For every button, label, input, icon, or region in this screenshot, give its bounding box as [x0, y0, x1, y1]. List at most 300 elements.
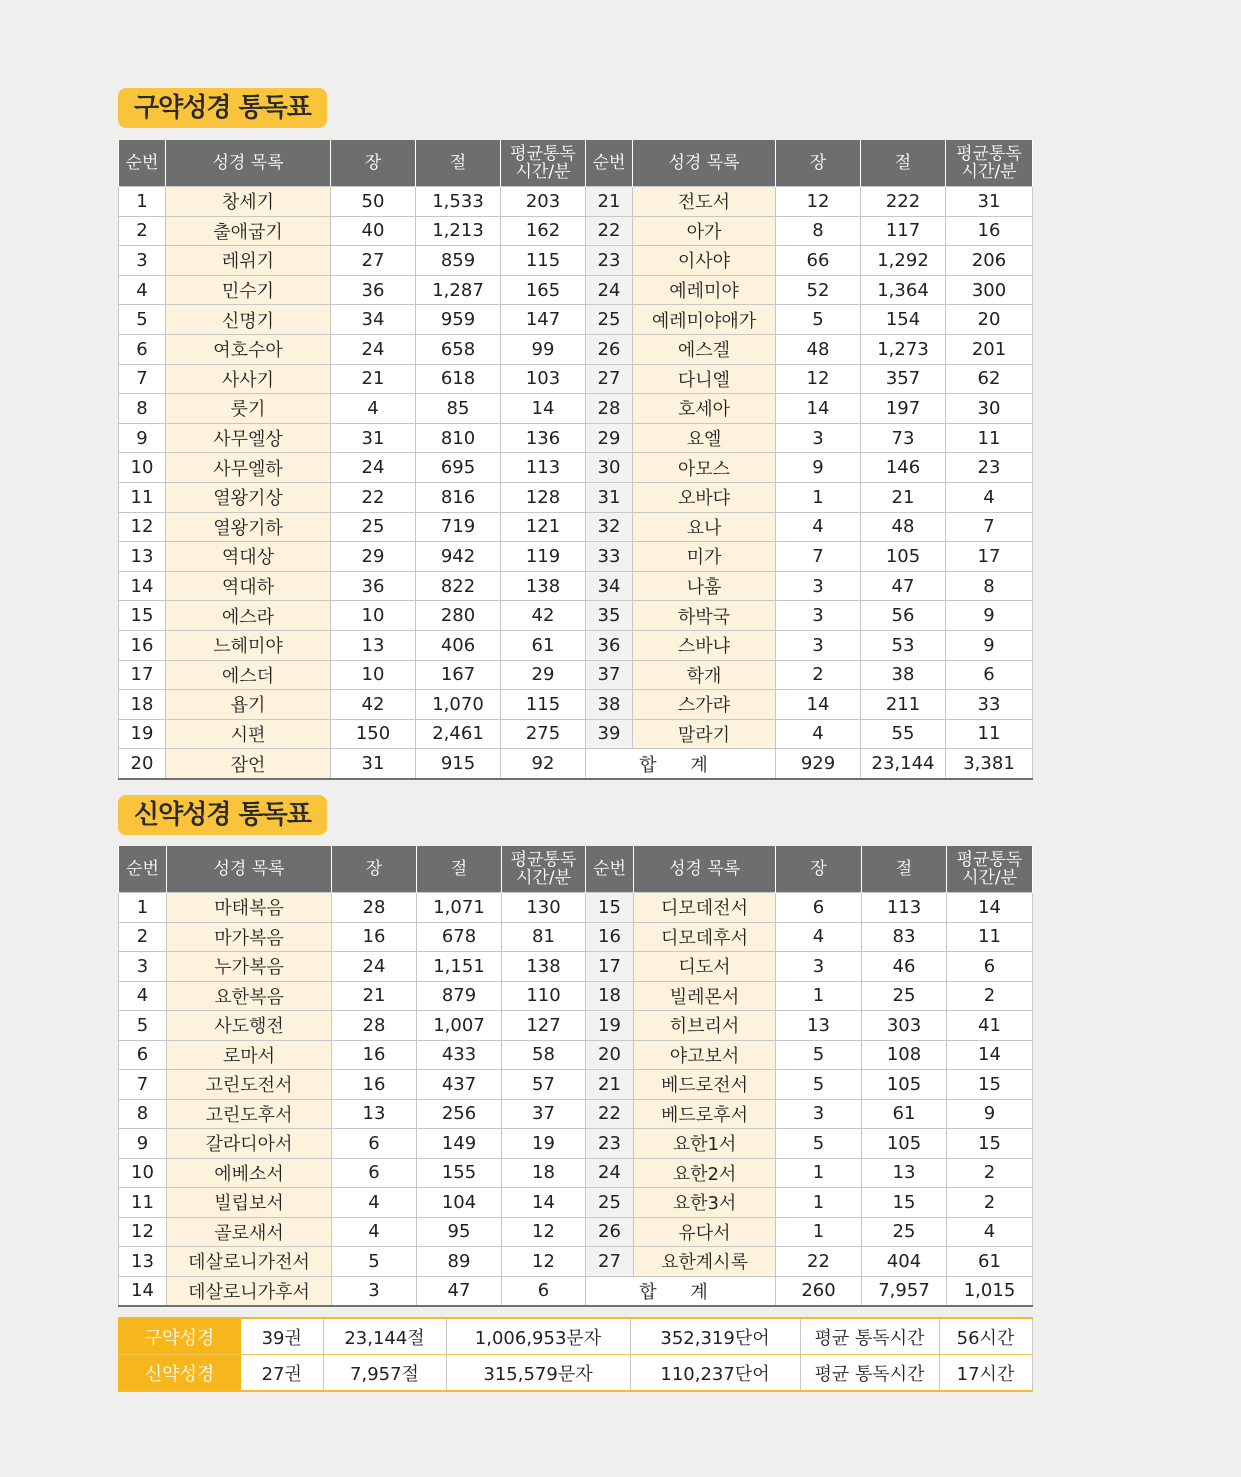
cell-chapters: 3 — [776, 571, 861, 601]
cell-book-name: 베드로후서 — [634, 1099, 776, 1129]
cell-number: 4 — [119, 275, 166, 305]
cell-number: 24 — [586, 275, 633, 305]
cell-number: 36 — [586, 630, 633, 660]
summary-verses: 7,957절 — [323, 1355, 446, 1392]
cell-chapters: 36 — [331, 571, 416, 601]
cell-minutes: 275 — [501, 719, 586, 749]
header-chapters: 장 — [331, 140, 416, 187]
cell-verses: 61 — [862, 1099, 947, 1129]
cell-number: 21 — [586, 1070, 634, 1100]
cell-verses: 942 — [416, 542, 501, 572]
cell-minutes: 14 — [501, 394, 586, 424]
header-book-name: 성경 목록 — [167, 846, 332, 893]
cell-book-name: 잠언 — [166, 749, 331, 779]
table-row — [119, 275, 1033, 305]
cell-chapters: 9 — [776, 453, 861, 483]
cell-minutes: 12 — [502, 1217, 586, 1247]
cell-number: 34 — [586, 571, 633, 601]
total-verses: 7,957 — [862, 1276, 947, 1306]
cell-verses: 105 — [862, 1070, 947, 1100]
cell-chapters: 4 — [332, 1217, 417, 1247]
cell-chapters: 27 — [331, 246, 416, 276]
cell-verses: 167 — [416, 660, 501, 690]
cell-number: 26 — [586, 334, 633, 364]
cell-number: 17 — [119, 660, 166, 690]
cell-verses: 1,151 — [417, 952, 502, 982]
header-chapters: 장 — [776, 846, 862, 893]
cell-verses: 113 — [862, 893, 947, 923]
cell-number: 31 — [586, 482, 633, 512]
cell-book-name: 스바냐 — [633, 630, 776, 660]
cell-book-name: 디모데후서 — [634, 922, 776, 952]
nt-reading-table — [118, 846, 1033, 1307]
cell-book-name: 유다서 — [634, 1217, 776, 1247]
cell-chapters: 1 — [776, 1188, 862, 1218]
cell-minutes: 2 — [947, 1158, 1033, 1188]
cell-number: 27 — [586, 1247, 634, 1277]
cell-minutes: 138 — [502, 952, 586, 982]
cell-number: 6 — [119, 334, 166, 364]
cell-verses: 719 — [416, 512, 501, 542]
cell-verses: 433 — [417, 1040, 502, 1070]
cell-book-name: 학개 — [633, 660, 776, 690]
cell-chapters: 3 — [776, 952, 862, 982]
cell-chapters: 3 — [776, 423, 861, 453]
cell-number: 9 — [119, 423, 166, 453]
cell-verses: 48 — [861, 512, 946, 542]
cell-number: 18 — [586, 981, 634, 1011]
cell-minutes: 14 — [947, 1040, 1033, 1070]
cell-book-name: 에스더 — [166, 660, 331, 690]
cell-minutes: 130 — [502, 893, 586, 923]
cell-minutes: 99 — [501, 334, 586, 364]
cell-verses: 1,273 — [861, 334, 946, 364]
cell-number: 9 — [119, 1129, 167, 1159]
table-row — [119, 542, 1033, 572]
cell-number: 15 — [119, 601, 166, 631]
cell-verses: 256 — [417, 1099, 502, 1129]
cell-minutes: 11 — [946, 423, 1033, 453]
cell-verses: 1,070 — [416, 690, 501, 720]
cell-minutes: 18 — [502, 1158, 586, 1188]
cell-minutes: 15 — [947, 1070, 1033, 1100]
cell-book-name: 열왕기하 — [166, 512, 331, 542]
summary-label: 신약성경 — [118, 1355, 241, 1392]
summary-row — [118, 1355, 1032, 1392]
table-row — [119, 1011, 1033, 1041]
cell-number: 11 — [119, 482, 166, 512]
cell-number: 20 — [586, 1040, 634, 1070]
cell-number: 19 — [119, 719, 166, 749]
cell-minutes: 11 — [946, 719, 1033, 749]
table-row — [119, 1099, 1033, 1129]
cell-minutes: 147 — [501, 305, 586, 335]
cell-minutes: 165 — [501, 275, 586, 305]
table-row — [119, 453, 1033, 483]
cell-minutes: 12 — [502, 1247, 586, 1277]
cell-number: 1 — [119, 893, 167, 923]
summary-words: 352,319단어 — [630, 1318, 800, 1355]
cell-book-name: 오바댜 — [633, 482, 776, 512]
cell-book-name: 욥기 — [166, 690, 331, 720]
header-minutes: 평균통독 시간/분 — [501, 140, 586, 187]
cell-verses: 25 — [862, 981, 947, 1011]
cell-chapters: 29 — [331, 542, 416, 572]
cell-minutes: 113 — [501, 453, 586, 483]
cell-minutes: 31 — [946, 187, 1033, 217]
cell-chapters: 3 — [776, 601, 861, 631]
cell-verses: 2,461 — [416, 719, 501, 749]
cell-book-name: 전도서 — [633, 187, 776, 217]
cell-book-name: 에베소서 — [167, 1158, 332, 1188]
header-chapters: 장 — [776, 140, 861, 187]
cell-verses: 1,007 — [417, 1011, 502, 1041]
cell-minutes: 138 — [501, 571, 586, 601]
table-row — [119, 394, 1033, 424]
cell-minutes: 33 — [946, 690, 1033, 720]
header-number: 순번 — [119, 140, 166, 187]
cell-number: 17 — [586, 952, 634, 982]
table-row — [119, 630, 1033, 660]
cell-number: 1 — [119, 187, 166, 217]
cell-chapters: 36 — [331, 275, 416, 305]
cell-verses: 1,287 — [416, 275, 501, 305]
cell-book-name: 고린도후서 — [167, 1099, 332, 1129]
cell-verses: 146 — [861, 453, 946, 483]
cell-minutes: 121 — [501, 512, 586, 542]
cell-book-name: 이사야 — [633, 246, 776, 276]
cell-verses: 25 — [862, 1217, 947, 1247]
table-row — [119, 216, 1033, 246]
cell-verses: 95 — [417, 1217, 502, 1247]
summary-books: 27권 — [241, 1355, 323, 1392]
cell-minutes: 115 — [501, 246, 586, 276]
header-minutes: 평균통독 시간/분 — [502, 846, 586, 893]
cell-chapters: 6 — [776, 893, 862, 923]
cell-number: 38 — [586, 690, 633, 720]
table-row — [119, 364, 1033, 394]
table-row — [119, 601, 1033, 631]
cell-book-name: 히브리서 — [634, 1011, 776, 1041]
summary-books: 39권 — [241, 1318, 323, 1355]
table-row — [119, 719, 1033, 749]
cell-minutes: 119 — [501, 542, 586, 572]
cell-book-name: 에스겔 — [633, 334, 776, 364]
cell-minutes: 61 — [947, 1247, 1033, 1277]
cell-book-name: 열왕기상 — [166, 482, 331, 512]
summary-characters: 315,579문자 — [446, 1355, 630, 1392]
cell-verses: 53 — [861, 630, 946, 660]
cell-minutes: 201 — [946, 334, 1033, 364]
cell-number: 8 — [119, 394, 166, 424]
cell-number: 2 — [119, 216, 166, 246]
table-row — [119, 1070, 1033, 1100]
cell-minutes: 61 — [501, 630, 586, 660]
cell-book-name: 사무엘하 — [166, 453, 331, 483]
cell-verses: 1,071 — [417, 893, 502, 923]
cell-book-name: 예레미야애가 — [633, 305, 776, 335]
cell-verses: 13 — [862, 1158, 947, 1188]
cell-minutes: 58 — [502, 1040, 586, 1070]
header-verses: 절 — [416, 140, 501, 187]
header-minutes: 평균통독 시간/분 — [946, 140, 1033, 187]
cell-number: 23 — [586, 246, 633, 276]
cell-minutes: 9 — [946, 630, 1033, 660]
cell-verses: 1,213 — [416, 216, 501, 246]
table-row — [119, 246, 1033, 276]
cell-chapters: 5 — [776, 1040, 862, 1070]
cell-chapters: 3 — [776, 1099, 862, 1129]
cell-book-name: 로마서 — [167, 1040, 332, 1070]
cell-verses: 21 — [861, 482, 946, 512]
cell-book-name: 요한계시록 — [634, 1247, 776, 1277]
cell-book-name: 데살로니가후서 — [167, 1276, 332, 1306]
table-row — [119, 1217, 1033, 1247]
cell-verses: 117 — [861, 216, 946, 246]
cell-minutes: 7 — [946, 512, 1033, 542]
cell-number: 29 — [586, 423, 633, 453]
cell-chapters: 13 — [332, 1099, 417, 1129]
cell-book-name: 빌레몬서 — [634, 981, 776, 1011]
cell-chapters: 10 — [331, 601, 416, 631]
total-verses: 23,144 — [861, 749, 946, 779]
cell-verses: 149 — [417, 1129, 502, 1159]
cell-number: 14 — [119, 571, 166, 601]
cell-book-name: 사사기 — [166, 364, 331, 394]
cell-chapters: 1 — [776, 1217, 862, 1247]
cell-chapters: 5 — [332, 1247, 417, 1277]
cell-number: 28 — [586, 394, 633, 424]
cell-verses: 280 — [416, 601, 501, 631]
cell-number: 25 — [586, 305, 633, 335]
header-number: 순번 — [119, 846, 167, 893]
cell-book-name: 미가 — [633, 542, 776, 572]
cell-chapters: 12 — [776, 187, 861, 217]
cell-number: 11 — [119, 1188, 167, 1218]
cell-chapters: 4 — [776, 719, 861, 749]
cell-chapters: 66 — [776, 246, 861, 276]
cell-chapters: 22 — [776, 1247, 862, 1277]
cell-verses: 859 — [416, 246, 501, 276]
cell-verses: 810 — [416, 423, 501, 453]
cell-verses: 105 — [862, 1129, 947, 1159]
header-verses: 절 — [862, 846, 947, 893]
cell-chapters: 3 — [332, 1276, 417, 1306]
table-row — [119, 482, 1033, 512]
cell-minutes: 92 — [501, 749, 586, 779]
cell-minutes: 2 — [947, 981, 1033, 1011]
cell-minutes: 103 — [501, 364, 586, 394]
cell-book-name: 여호수아 — [166, 334, 331, 364]
table-row — [119, 305, 1033, 335]
nt-section-title: 신약성경 통독표 — [118, 795, 327, 835]
cell-number: 10 — [119, 453, 166, 483]
table-row — [119, 512, 1033, 542]
cell-number: 7 — [119, 364, 166, 394]
cell-chapters: 6 — [332, 1129, 417, 1159]
cell-verses: 816 — [416, 482, 501, 512]
table-row — [119, 571, 1033, 601]
table-row — [119, 893, 1033, 923]
cell-verses: 83 — [862, 922, 947, 952]
cell-chapters: 1 — [776, 1158, 862, 1188]
table-header-row — [119, 846, 1033, 893]
cell-verses: 959 — [416, 305, 501, 335]
cell-number: 7 — [119, 1070, 167, 1100]
cell-chapters: 3 — [776, 630, 861, 660]
total-minutes: 3,381 — [946, 749, 1033, 779]
cell-chapters: 22 — [331, 482, 416, 512]
cell-minutes: 110 — [502, 981, 586, 1011]
cell-minutes: 6 — [946, 660, 1033, 690]
cell-chapters: 150 — [331, 719, 416, 749]
cell-number: 22 — [586, 216, 633, 246]
cell-number: 20 — [119, 749, 166, 779]
cell-verses: 55 — [861, 719, 946, 749]
cell-number: 24 — [586, 1158, 634, 1188]
cell-book-name: 디모데전서 — [634, 893, 776, 923]
cell-chapters: 21 — [332, 981, 417, 1011]
table-row — [119, 749, 1033, 779]
header-book-name: 성경 목록 — [166, 140, 331, 187]
cell-number: 5 — [119, 305, 166, 335]
cell-chapters: 31 — [331, 423, 416, 453]
cell-book-name: 나훔 — [633, 571, 776, 601]
cell-book-name: 스가랴 — [633, 690, 776, 720]
header-verses: 절 — [861, 140, 946, 187]
cell-book-name: 요한복음 — [167, 981, 332, 1011]
cell-chapters: 52 — [776, 275, 861, 305]
cell-chapters: 16 — [332, 1070, 417, 1100]
cell-number: 6 — [119, 1040, 167, 1070]
cell-verses: 658 — [416, 334, 501, 364]
cell-number: 37 — [586, 660, 633, 690]
cell-book-name: 마가복음 — [167, 922, 332, 952]
cell-number: 2 — [119, 922, 167, 952]
cell-chapters: 5 — [776, 305, 861, 335]
cell-chapters: 1 — [776, 981, 862, 1011]
cell-minutes: 6 — [502, 1276, 586, 1306]
cell-book-name: 하박국 — [633, 601, 776, 631]
cell-book-name: 빌립보서 — [167, 1188, 332, 1218]
header-number: 순번 — [586, 140, 633, 187]
summary-characters: 1,006,953문자 — [446, 1318, 630, 1355]
cell-minutes: 16 — [946, 216, 1033, 246]
header-book-name: 성경 목록 — [634, 846, 776, 893]
table-row — [119, 1040, 1033, 1070]
cell-verses: 73 — [861, 423, 946, 453]
table-header-row — [119, 140, 1033, 187]
cell-chapters: 8 — [776, 216, 861, 246]
cell-minutes: 136 — [501, 423, 586, 453]
cell-chapters: 40 — [331, 216, 416, 246]
cell-number: 3 — [119, 952, 167, 982]
cell-number: 25 — [586, 1188, 634, 1218]
cell-minutes: 29 — [501, 660, 586, 690]
cell-chapters: 24 — [331, 334, 416, 364]
cell-minutes: 14 — [502, 1188, 586, 1218]
cell-book-name: 요나 — [633, 512, 776, 542]
cell-chapters: 50 — [331, 187, 416, 217]
cell-verses: 822 — [416, 571, 501, 601]
table-row — [119, 981, 1033, 1011]
cell-book-name: 요한3서 — [634, 1188, 776, 1218]
cell-book-name: 창세기 — [166, 187, 331, 217]
table-row — [119, 1247, 1033, 1277]
table-row — [119, 1276, 1033, 1306]
cell-number: 27 — [586, 364, 633, 394]
cell-minutes: 19 — [502, 1129, 586, 1159]
cell-book-name: 베드로전서 — [634, 1070, 776, 1100]
cell-minutes: 81 — [502, 922, 586, 952]
cell-chapters: 28 — [332, 1011, 417, 1041]
cell-number: 21 — [586, 187, 633, 217]
cell-book-name: 신명기 — [166, 305, 331, 335]
table-row — [119, 1129, 1033, 1159]
cell-book-name: 출애굽기 — [166, 216, 331, 246]
cell-verses: 404 — [862, 1247, 947, 1277]
summary-avg-time: 17시간 — [939, 1355, 1032, 1392]
cell-minutes: 17 — [946, 542, 1033, 572]
cell-book-name: 야고보서 — [634, 1040, 776, 1070]
cell-verses: 108 — [862, 1040, 947, 1070]
cell-book-name: 마태복음 — [167, 893, 332, 923]
summary-label: 구약성경 — [118, 1318, 241, 1355]
cell-book-name: 데살로니가전서 — [167, 1247, 332, 1277]
cell-number: 12 — [119, 512, 166, 542]
header-number: 순번 — [586, 846, 634, 893]
cell-number: 26 — [586, 1217, 634, 1247]
total-chapters: 929 — [776, 749, 861, 779]
cell-chapters: 24 — [331, 453, 416, 483]
cell-chapters: 7 — [776, 542, 861, 572]
cell-number: 33 — [586, 542, 633, 572]
cell-chapters: 14 — [776, 690, 861, 720]
total-minutes: 1,015 — [947, 1276, 1033, 1306]
cell-chapters: 6 — [332, 1158, 417, 1188]
cell-number: 22 — [586, 1099, 634, 1129]
cell-book-name: 민수기 — [166, 275, 331, 305]
header-book-name: 성경 목록 — [633, 140, 776, 187]
cell-book-name: 사무엘상 — [166, 423, 331, 453]
cell-verses: 406 — [416, 630, 501, 660]
cell-verses: 47 — [861, 571, 946, 601]
table-row — [119, 922, 1033, 952]
cell-minutes: 57 — [502, 1070, 586, 1100]
cell-minutes: 128 — [501, 482, 586, 512]
cell-chapters: 12 — [776, 364, 861, 394]
cell-verses: 357 — [861, 364, 946, 394]
cell-minutes: 162 — [501, 216, 586, 246]
cell-number: 32 — [586, 512, 633, 542]
cell-verses: 915 — [416, 749, 501, 779]
cell-minutes: 2 — [947, 1188, 1033, 1218]
cell-book-name: 아모스 — [633, 453, 776, 483]
cell-number: 35 — [586, 601, 633, 631]
cell-verses: 105 — [861, 542, 946, 572]
cell-number: 13 — [119, 1247, 167, 1277]
cell-minutes: 206 — [946, 246, 1033, 276]
cell-minutes: 4 — [947, 1217, 1033, 1247]
cell-minutes: 6 — [947, 952, 1033, 982]
summary-avg-label: 평균 통독시간 — [800, 1318, 939, 1355]
cell-book-name: 에스라 — [166, 601, 331, 631]
table-row — [119, 952, 1033, 982]
cell-book-name: 아가 — [633, 216, 776, 246]
cell-chapters: 48 — [776, 334, 861, 364]
cell-number: 4 — [119, 981, 167, 1011]
cell-number: 5 — [119, 1011, 167, 1041]
